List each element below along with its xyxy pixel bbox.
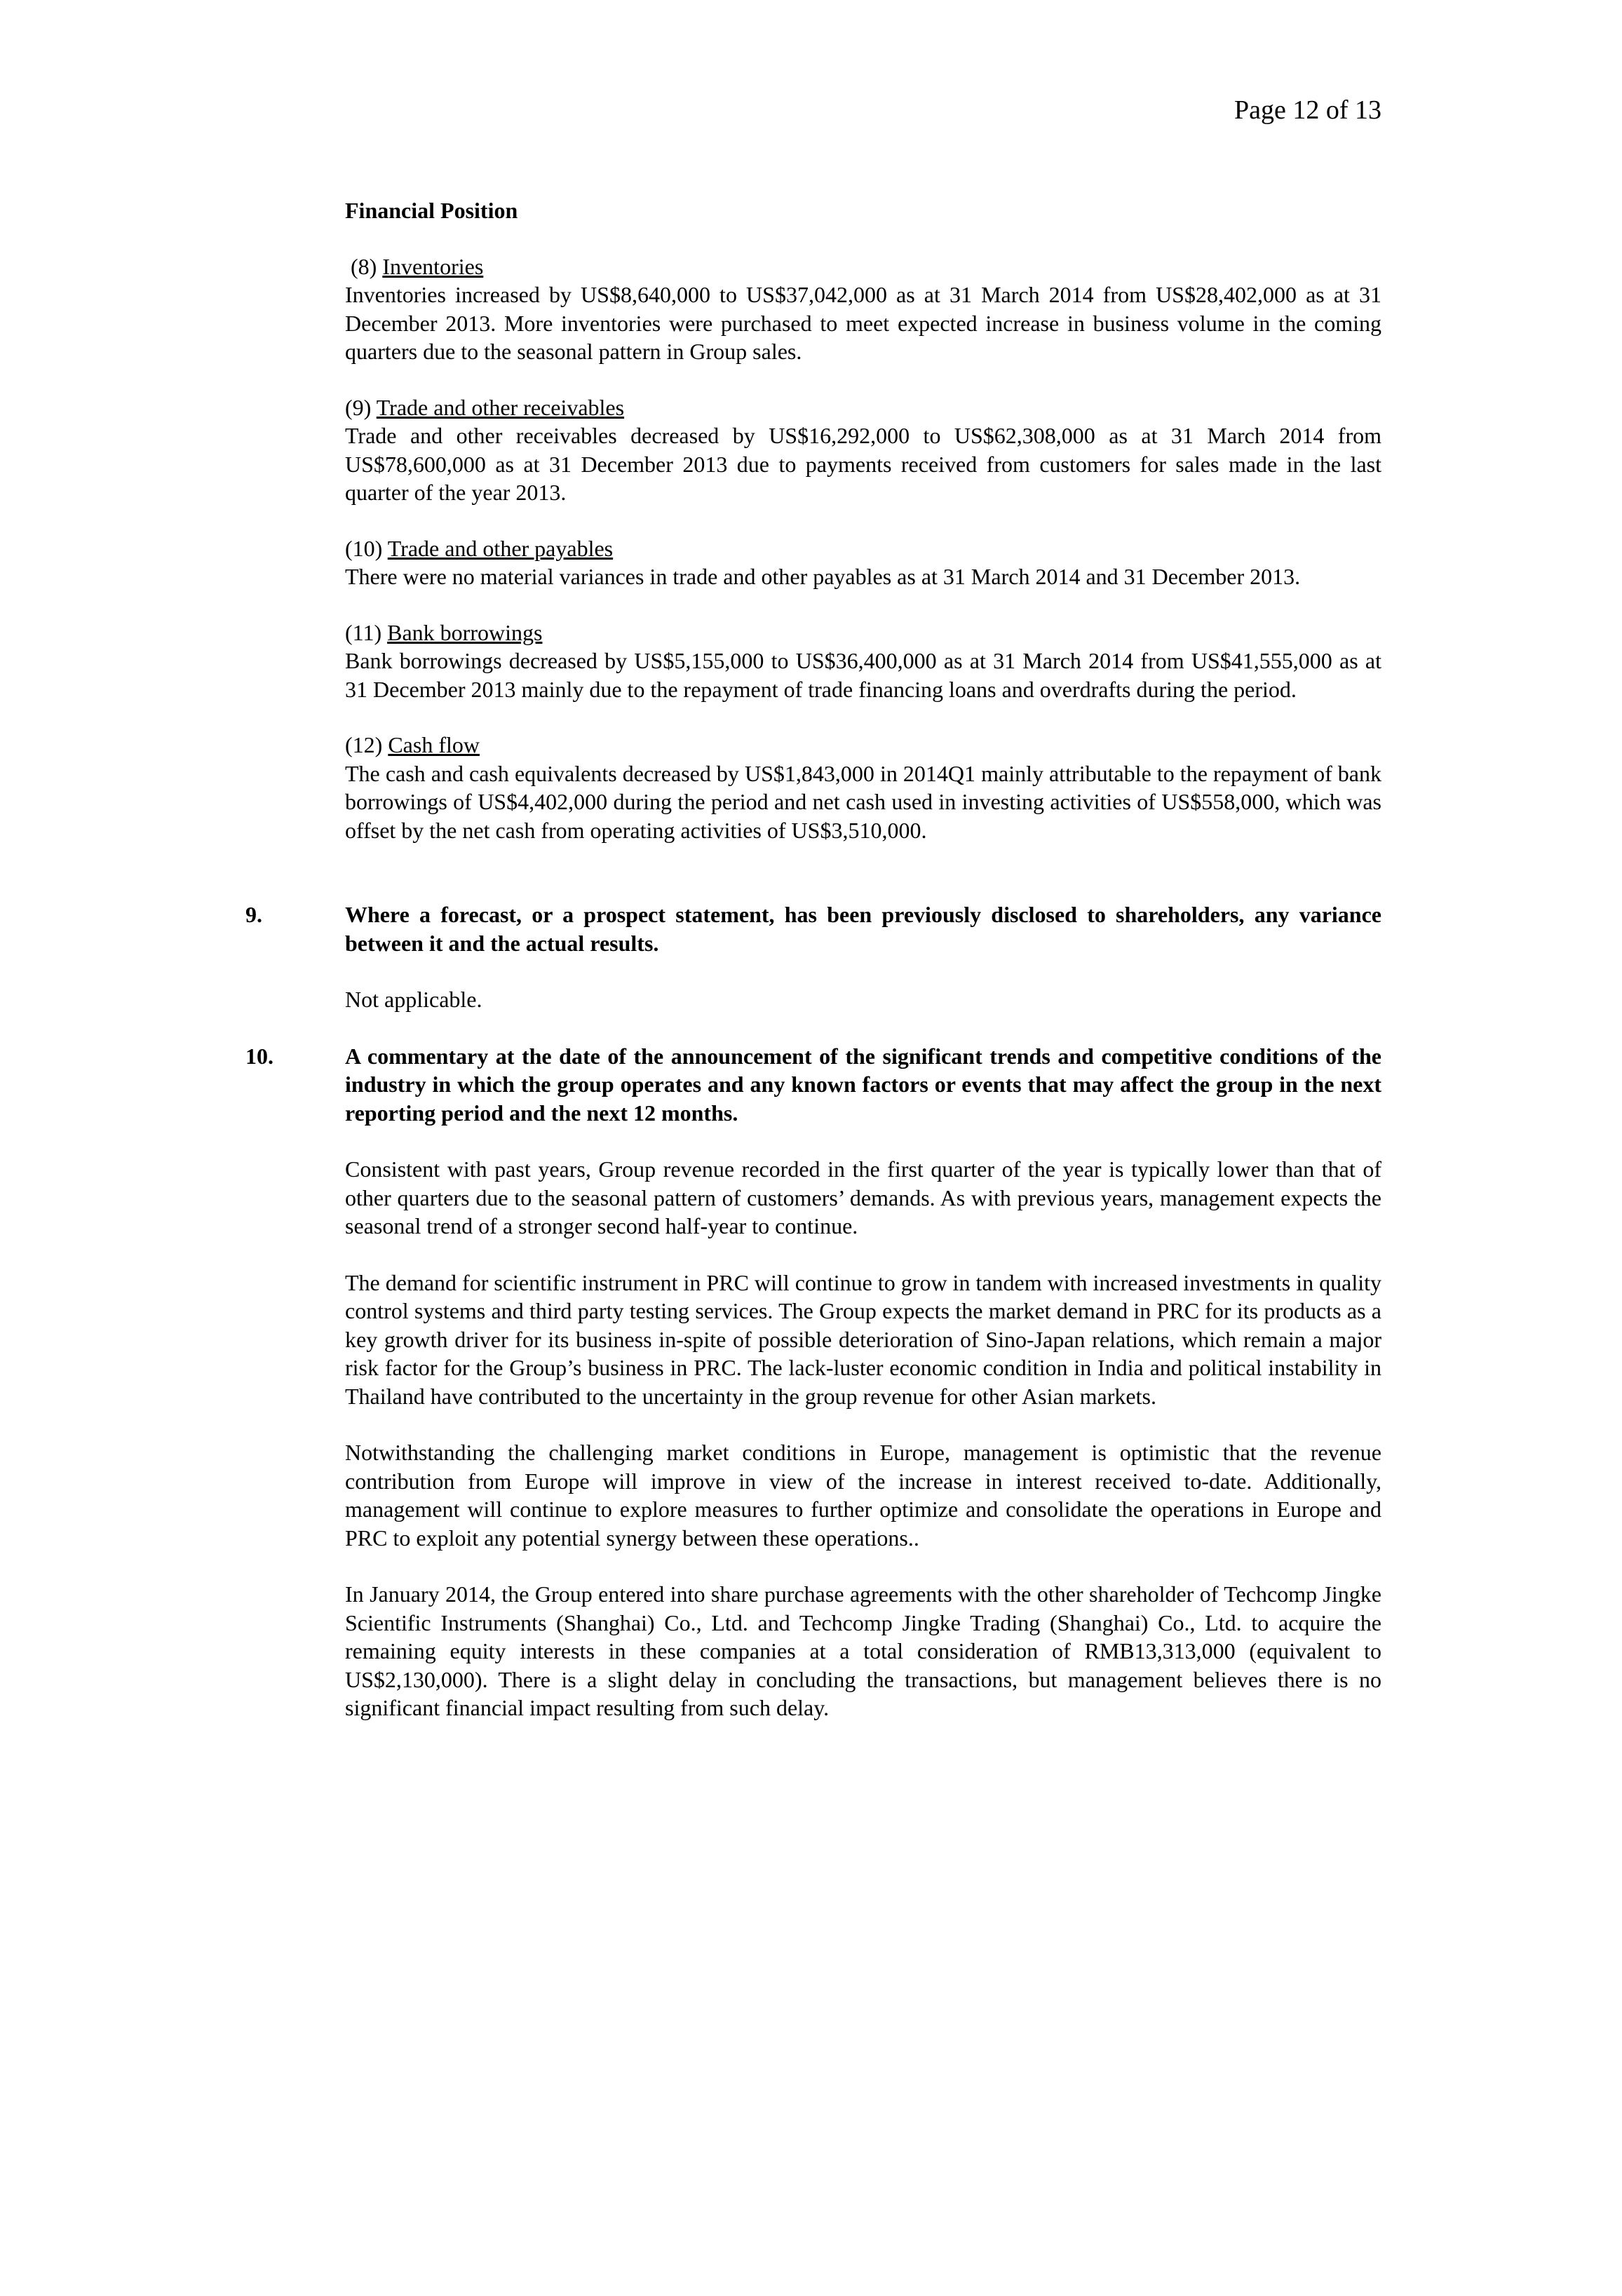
section-title: Financial Position <box>345 198 518 223</box>
fp-item-heading <box>345 252 1381 281</box>
fp-item-number: (8) <box>345 253 383 279</box>
fp-item-cash-flow <box>345 731 1381 844</box>
page-number: Page 12 of 13 <box>1234 95 1381 125</box>
fp-item-inventories <box>345 252 1381 366</box>
fp-item-title: Inventories <box>382 253 484 279</box>
fp-item-title: Cash flow <box>388 732 480 757</box>
fp-item-number: (12) <box>345 732 388 757</box>
fp-item-payables <box>345 534 1381 591</box>
commentary-paragraph: The demand for scientific instrument in PRC will continue to grow in tandem with increased investments in quality control systems and third party testing services. The Group expects the market demand in PRC for its products as a key growth driver for its business in-spite of possible deterioration of Sino-Japan relations, which remain a major risk factor for the Group’s business in PRC. The lack-luster economic condition in India and political instability in Thailand have contributed to the uncertainty in the group revenue for other Asian markets. <box>345 1269 1381 1409</box>
fp-item-body: Bank borrowings decreased by US$5,155,000 to US$36,400,000 as at 31 March 2014 from US$41,555,000 as at 31 December 2013 mainly due to the repayment of trade financing loans and overdrafts during the period. <box>345 648 1381 702</box>
fp-item-heading <box>345 534 1381 563</box>
fp-item-heading <box>345 731 1381 759</box>
commentary-paragraph: Consistent with past years, Group revenue recorded in the first quarter of the year is typically lower than that of other quarters due to the seasonal pattern of customers’ demands. As with previous years, management expects the seasonal trend of a stronger second half-year to continue. <box>345 1156 1381 1238</box>
fp-item-title: Trade and other payables <box>387 535 614 561</box>
fp-item-body: The cash and cash equivalents decreased by US$1,843,000 in 2014Q1 mainly attributable to the repayment of bank borrowings of US$4,402,000 during the period and net cash used in investing activities of US$558,000, which was offset by the net cash from operating activities of US$3,510,000. <box>345 760 1381 843</box>
item-number: 9. <box>245 902 262 927</box>
fp-item-body: Inventories increased by US$8,640,000 to US$37,042,000 as at 31 March 2014 from US$28,402,000 as at 31 December 2013. More inventories were purchased to meet expected increase in business volume in the coming quarters due to the seasonal pattern in Group sales. <box>345 282 1381 364</box>
document-body <box>245 196 1381 1750</box>
item-question: Where a forecast, or a prospect statement, has been previously disclosed to shareholders, any variance between it and the actual results. <box>345 902 1381 956</box>
item-answer: Not applicable. <box>345 987 482 1012</box>
fp-item-receivables <box>345 393 1381 507</box>
financial-position-section <box>345 196 1381 844</box>
item-number: 10. <box>245 1043 273 1069</box>
item-9 <box>245 900 1381 1014</box>
fp-item-number: (10) <box>345 535 388 561</box>
fp-item-title: Bank borrowings <box>387 619 543 645</box>
item-10 <box>245 1042 1381 1722</box>
commentary-paragraph: Notwithstanding the challenging market conditions in Europe, management is optimistic that the revenue contribution from Europe will improve in view of the increase in interest received to-date. Additionally, management will continue to explore measures to further optimize and consolidate the operations in Europe and PRC to exploit any potential synergy between these operations.. <box>345 1440 1381 1551</box>
fp-item-bank-borrowings <box>345 619 1381 704</box>
fp-item-heading <box>345 619 1381 647</box>
fp-item-body: There were no material variances in trade and other payables as at 31 March 2014 and 31 December 2013. <box>345 564 1301 589</box>
fp-item-title: Trade and other receivables <box>376 394 625 420</box>
fp-item-body: Trade and other receivables decreased by US$16,292,000 to US$62,308,000 as at 31 March 2014 from US$78,600,000 as at 31 December 2013 due to payments received from customers for sales made in the last quarter of the year 2013. <box>345 423 1381 505</box>
item-question: A commentary at the date of the announcement of the significant trends and competitive conditions of the industry in which the group operates and any known factors or events that may affect the group in the next reporting period and the next 12 months. <box>345 1043 1381 1126</box>
fp-item-number: (9) <box>345 394 377 420</box>
fp-item-heading <box>345 393 1381 422</box>
commentary-paragraph: In January 2014, the Group entered into share purchase agreements with the other shareholder of Techcomp Jingke Scientific Instruments (Shanghai) Co., Ltd. and Techcomp Jingke Trading (Shanghai) Co., Ltd. to acquire the remaining equity interests in these companies at a total consideration of RMB13,313,000 (equivalent to US$2,130,000). There is a slight delay in concluding the transactions, but management believes there is no significant financial impact resulting from such delay. <box>345 1581 1381 1720</box>
fp-item-number: (11) <box>345 619 388 645</box>
